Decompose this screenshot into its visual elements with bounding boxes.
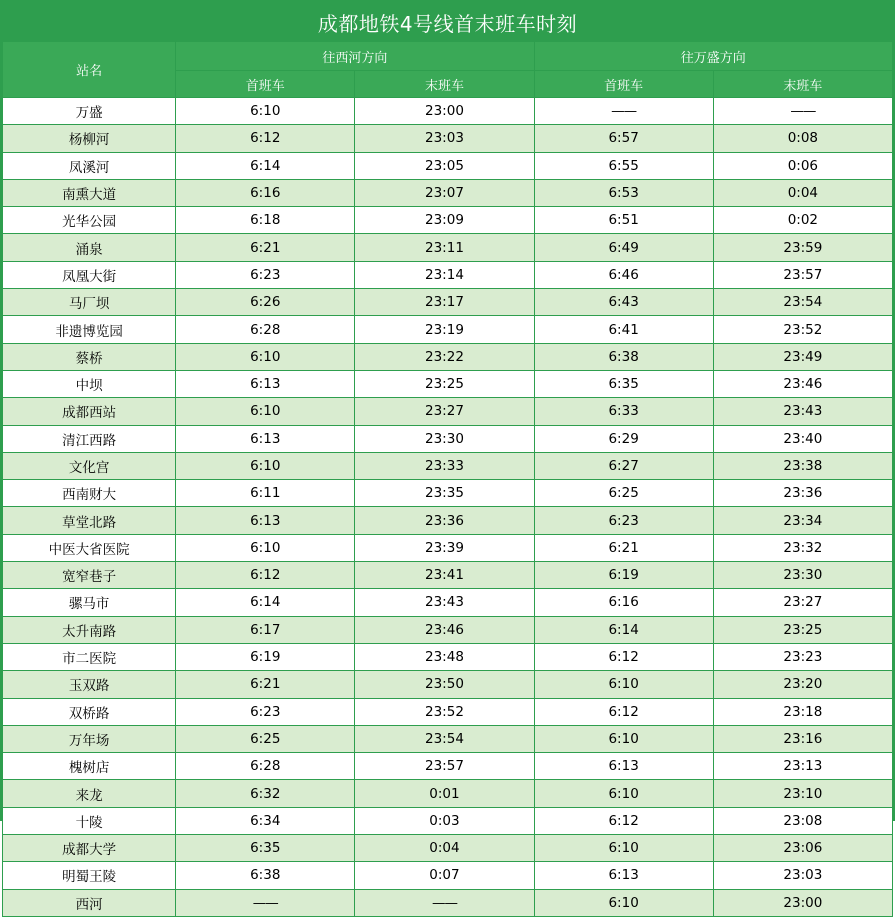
table-row	[3, 289, 893, 316]
cell-station: 双桥路	[3, 698, 176, 725]
column-header-direction-wansheng: 往万盛方向	[534, 42, 892, 71]
cell-wansheng-last-train: 0:04	[713, 179, 892, 206]
cell-station: 太升南路	[3, 616, 176, 643]
cell-wansheng-first-train: 6:10	[534, 835, 713, 862]
cell-station: 市二医院	[3, 643, 176, 670]
table-row	[3, 507, 893, 534]
cell-west-last-train: 23:19	[355, 316, 534, 343]
table-body	[3, 98, 893, 917]
cell-west-first-train: 6:10	[176, 398, 355, 425]
cell-wansheng-last-train: 23:34	[713, 507, 892, 534]
cell-wansheng-last-train: 23:00	[713, 889, 892, 916]
page-title: 成都地铁4号线首末班车时刻	[3, 3, 893, 42]
cell-wansheng-first-train: 6:55	[534, 152, 713, 179]
cell-west-first-train: 6:34	[176, 807, 355, 834]
cell-west-first-train: 6:10	[176, 343, 355, 370]
cell-station: 西南财大	[3, 480, 176, 507]
cell-wansheng-last-train: 23:06	[713, 835, 892, 862]
cell-wansheng-last-train: 23:36	[713, 480, 892, 507]
table-row	[3, 835, 893, 862]
cell-west-last-train: 23:05	[355, 152, 534, 179]
cell-west-first-train: ——	[176, 889, 355, 916]
cell-west-first-train: 6:28	[176, 316, 355, 343]
cell-station: 成都西站	[3, 398, 176, 425]
cell-west-first-train: 6:12	[176, 562, 355, 589]
cell-west-last-train: 23:03	[355, 125, 534, 152]
cell-west-last-train: 23:27	[355, 398, 534, 425]
cell-wansheng-first-train: 6:10	[534, 671, 713, 698]
cell-station: 光华公园	[3, 207, 176, 234]
column-header-direction-west: 往西河方向	[176, 42, 534, 71]
column-header-wansheng-first: 首班车	[534, 71, 713, 98]
table-row	[3, 343, 893, 370]
cell-west-last-train: 23:48	[355, 643, 534, 670]
cell-station: 涌泉	[3, 234, 176, 261]
table-row	[3, 589, 893, 616]
table-row	[3, 98, 893, 125]
cell-west-last-train: 23:36	[355, 507, 534, 534]
cell-station: 槐树店	[3, 753, 176, 780]
cell-west-first-train: 6:23	[176, 698, 355, 725]
cell-wansheng-last-train: 23:10	[713, 780, 892, 807]
cell-station: 万年场	[3, 725, 176, 752]
table-row	[3, 234, 893, 261]
table-row	[3, 425, 893, 452]
cell-wansheng-first-train: 6:12	[534, 698, 713, 725]
table-row	[3, 780, 893, 807]
cell-west-first-train: 6:12	[176, 125, 355, 152]
table-header	[3, 3, 893, 98]
cell-station: 南熏大道	[3, 179, 176, 206]
cell-wansheng-last-train: ——	[713, 98, 892, 125]
cell-west-last-train: 23:07	[355, 179, 534, 206]
cell-wansheng-first-train: 6:10	[534, 780, 713, 807]
cell-wansheng-last-train: 23:18	[713, 698, 892, 725]
table-row	[3, 889, 893, 916]
cell-west-first-train: 6:10	[176, 534, 355, 561]
table-row	[3, 671, 893, 698]
cell-wansheng-last-train: 23:27	[713, 589, 892, 616]
cell-wansheng-first-train: ——	[534, 98, 713, 125]
cell-wansheng-first-train: 6:23	[534, 507, 713, 534]
cell-wansheng-first-train: 6:12	[534, 643, 713, 670]
cell-wansheng-last-train: 23:59	[713, 234, 892, 261]
cell-wansheng-last-train: 0:06	[713, 152, 892, 179]
cell-wansheng-first-train: 6:27	[534, 452, 713, 479]
cell-wansheng-last-train: 23:03	[713, 862, 892, 889]
cell-west-first-train: 6:25	[176, 725, 355, 752]
cell-wansheng-last-train: 23:25	[713, 616, 892, 643]
column-header-station: 站名	[3, 42, 176, 98]
cell-station: 骡马市	[3, 589, 176, 616]
cell-wansheng-first-train: 6:33	[534, 398, 713, 425]
cell-west-first-train: 6:28	[176, 753, 355, 780]
cell-west-last-train: 23:43	[355, 589, 534, 616]
cell-wansheng-last-train: 0:02	[713, 207, 892, 234]
cell-station: 非遗博览园	[3, 316, 176, 343]
cell-station: 草堂北路	[3, 507, 176, 534]
cell-west-last-train: 23:00	[355, 98, 534, 125]
table-row	[3, 616, 893, 643]
cell-west-last-train: 23:22	[355, 343, 534, 370]
cell-west-last-train: 0:07	[355, 862, 534, 889]
cell-west-first-train: 6:10	[176, 452, 355, 479]
table-row	[3, 452, 893, 479]
cell-wansheng-last-train: 23:46	[713, 370, 892, 397]
cell-station: 文化宫	[3, 452, 176, 479]
cell-station: 明蜀王陵	[3, 862, 176, 889]
cell-west-first-train: 6:32	[176, 780, 355, 807]
cell-wansheng-first-train: 6:53	[534, 179, 713, 206]
table-row	[3, 643, 893, 670]
cell-wansheng-last-train: 23:30	[713, 562, 892, 589]
cell-west-last-train: 23:35	[355, 480, 534, 507]
cell-west-last-train: 0:01	[355, 780, 534, 807]
table-row	[3, 207, 893, 234]
cell-west-first-train: 6:13	[176, 425, 355, 452]
cell-west-last-train: 23:54	[355, 725, 534, 752]
cell-west-first-train: 6:19	[176, 643, 355, 670]
table-row	[3, 261, 893, 288]
cell-wansheng-last-train: 0:08	[713, 125, 892, 152]
cell-wansheng-first-train: 6:25	[534, 480, 713, 507]
table-row	[3, 125, 893, 152]
cell-west-first-train: 6:21	[176, 671, 355, 698]
cell-west-last-train: 23:41	[355, 562, 534, 589]
subway-timetable	[2, 2, 893, 917]
cell-west-last-train: 0:04	[355, 835, 534, 862]
table-row	[3, 370, 893, 397]
cell-wansheng-last-train: 23:54	[713, 289, 892, 316]
table-row	[3, 562, 893, 589]
table-row	[3, 534, 893, 561]
cell-station: 西河	[3, 889, 176, 916]
cell-station: 杨柳河	[3, 125, 176, 152]
cell-station: 马厂坝	[3, 289, 176, 316]
cell-wansheng-first-train: 6:57	[534, 125, 713, 152]
cell-wansheng-last-train: 23:38	[713, 452, 892, 479]
cell-station: 宽窄巷子	[3, 562, 176, 589]
cell-west-first-train: 6:38	[176, 862, 355, 889]
cell-west-first-train: 6:23	[176, 261, 355, 288]
column-header-wansheng-last: 末班车	[713, 71, 892, 98]
cell-west-last-train: 23:09	[355, 207, 534, 234]
cell-west-first-train: 6:21	[176, 234, 355, 261]
cell-wansheng-first-train: 6:29	[534, 425, 713, 452]
table-row	[3, 698, 893, 725]
column-header-west-last: 末班车	[355, 71, 534, 98]
cell-wansheng-first-train: 6:10	[534, 889, 713, 916]
cell-wansheng-first-train: 6:35	[534, 370, 713, 397]
cell-wansheng-last-train: 23:23	[713, 643, 892, 670]
cell-wansheng-last-train: 23:57	[713, 261, 892, 288]
cell-station: 凤溪河	[3, 152, 176, 179]
cell-wansheng-first-train: 6:51	[534, 207, 713, 234]
table-row	[3, 862, 893, 889]
cell-west-last-train: 23:50	[355, 671, 534, 698]
cell-wansheng-first-train: 6:14	[534, 616, 713, 643]
cell-west-first-train: 6:11	[176, 480, 355, 507]
cell-wansheng-first-train: 6:16	[534, 589, 713, 616]
table-row	[3, 398, 893, 425]
cell-west-last-train: 23:17	[355, 289, 534, 316]
cell-west-last-train: 23:33	[355, 452, 534, 479]
cell-wansheng-last-train: 23:49	[713, 343, 892, 370]
cell-wansheng-first-train: 6:21	[534, 534, 713, 561]
cell-station: 十陵	[3, 807, 176, 834]
cell-station: 蔡桥	[3, 343, 176, 370]
cell-west-last-train: 23:14	[355, 261, 534, 288]
cell-wansheng-last-train: 23:08	[713, 807, 892, 834]
cell-wansheng-first-train: 6:13	[534, 862, 713, 889]
table-row	[3, 316, 893, 343]
cell-wansheng-first-train: 6:19	[534, 562, 713, 589]
table-row	[3, 725, 893, 752]
cell-wansheng-first-train: 6:41	[534, 316, 713, 343]
cell-wansheng-first-train: 6:49	[534, 234, 713, 261]
cell-wansheng-first-train: 6:13	[534, 753, 713, 780]
cell-wansheng-last-train: 23:20	[713, 671, 892, 698]
cell-wansheng-last-train: 23:13	[713, 753, 892, 780]
table-row	[3, 753, 893, 780]
cell-west-last-train: 23:52	[355, 698, 534, 725]
cell-wansheng-last-train: 23:40	[713, 425, 892, 452]
cell-west-first-train: 6:18	[176, 207, 355, 234]
cell-west-first-train: 6:13	[176, 507, 355, 534]
cell-west-last-train: 23:30	[355, 425, 534, 452]
cell-wansheng-first-train: 6:46	[534, 261, 713, 288]
cell-station: 万盛	[3, 98, 176, 125]
cell-west-first-train: 6:26	[176, 289, 355, 316]
cell-west-first-train: 6:10	[176, 98, 355, 125]
cell-west-last-train: 23:25	[355, 370, 534, 397]
table-row	[3, 480, 893, 507]
cell-west-first-train: 6:35	[176, 835, 355, 862]
table-row	[3, 152, 893, 179]
cell-west-first-train: 6:16	[176, 179, 355, 206]
cell-station: 玉双路	[3, 671, 176, 698]
cell-station: 清江西路	[3, 425, 176, 452]
cell-wansheng-last-train: 23:32	[713, 534, 892, 561]
cell-wansheng-last-train: 23:16	[713, 725, 892, 752]
cell-station: 中坝	[3, 370, 176, 397]
cell-west-last-train: 23:11	[355, 234, 534, 261]
cell-station: 来龙	[3, 780, 176, 807]
column-header-west-first: 首班车	[176, 71, 355, 98]
cell-west-last-train: ——	[355, 889, 534, 916]
cell-west-last-train: 23:46	[355, 616, 534, 643]
cell-station: 中医大省医院	[3, 534, 176, 561]
cell-west-first-train: 6:14	[176, 589, 355, 616]
cell-wansheng-first-train: 6:43	[534, 289, 713, 316]
cell-west-last-train: 23:39	[355, 534, 534, 561]
cell-west-last-train: 23:57	[355, 753, 534, 780]
cell-wansheng-last-train: 23:52	[713, 316, 892, 343]
cell-wansheng-first-train: 6:12	[534, 807, 713, 834]
cell-station: 成都大学	[3, 835, 176, 862]
cell-west-first-train: 6:14	[176, 152, 355, 179]
cell-west-last-train: 0:03	[355, 807, 534, 834]
cell-station: 凤凰大街	[3, 261, 176, 288]
cell-wansheng-first-train: 6:38	[534, 343, 713, 370]
cell-wansheng-last-train: 23:43	[713, 398, 892, 425]
table-row	[3, 179, 893, 206]
cell-west-first-train: 6:17	[176, 616, 355, 643]
cell-wansheng-first-train: 6:10	[534, 725, 713, 752]
cell-west-first-train: 6:13	[176, 370, 355, 397]
